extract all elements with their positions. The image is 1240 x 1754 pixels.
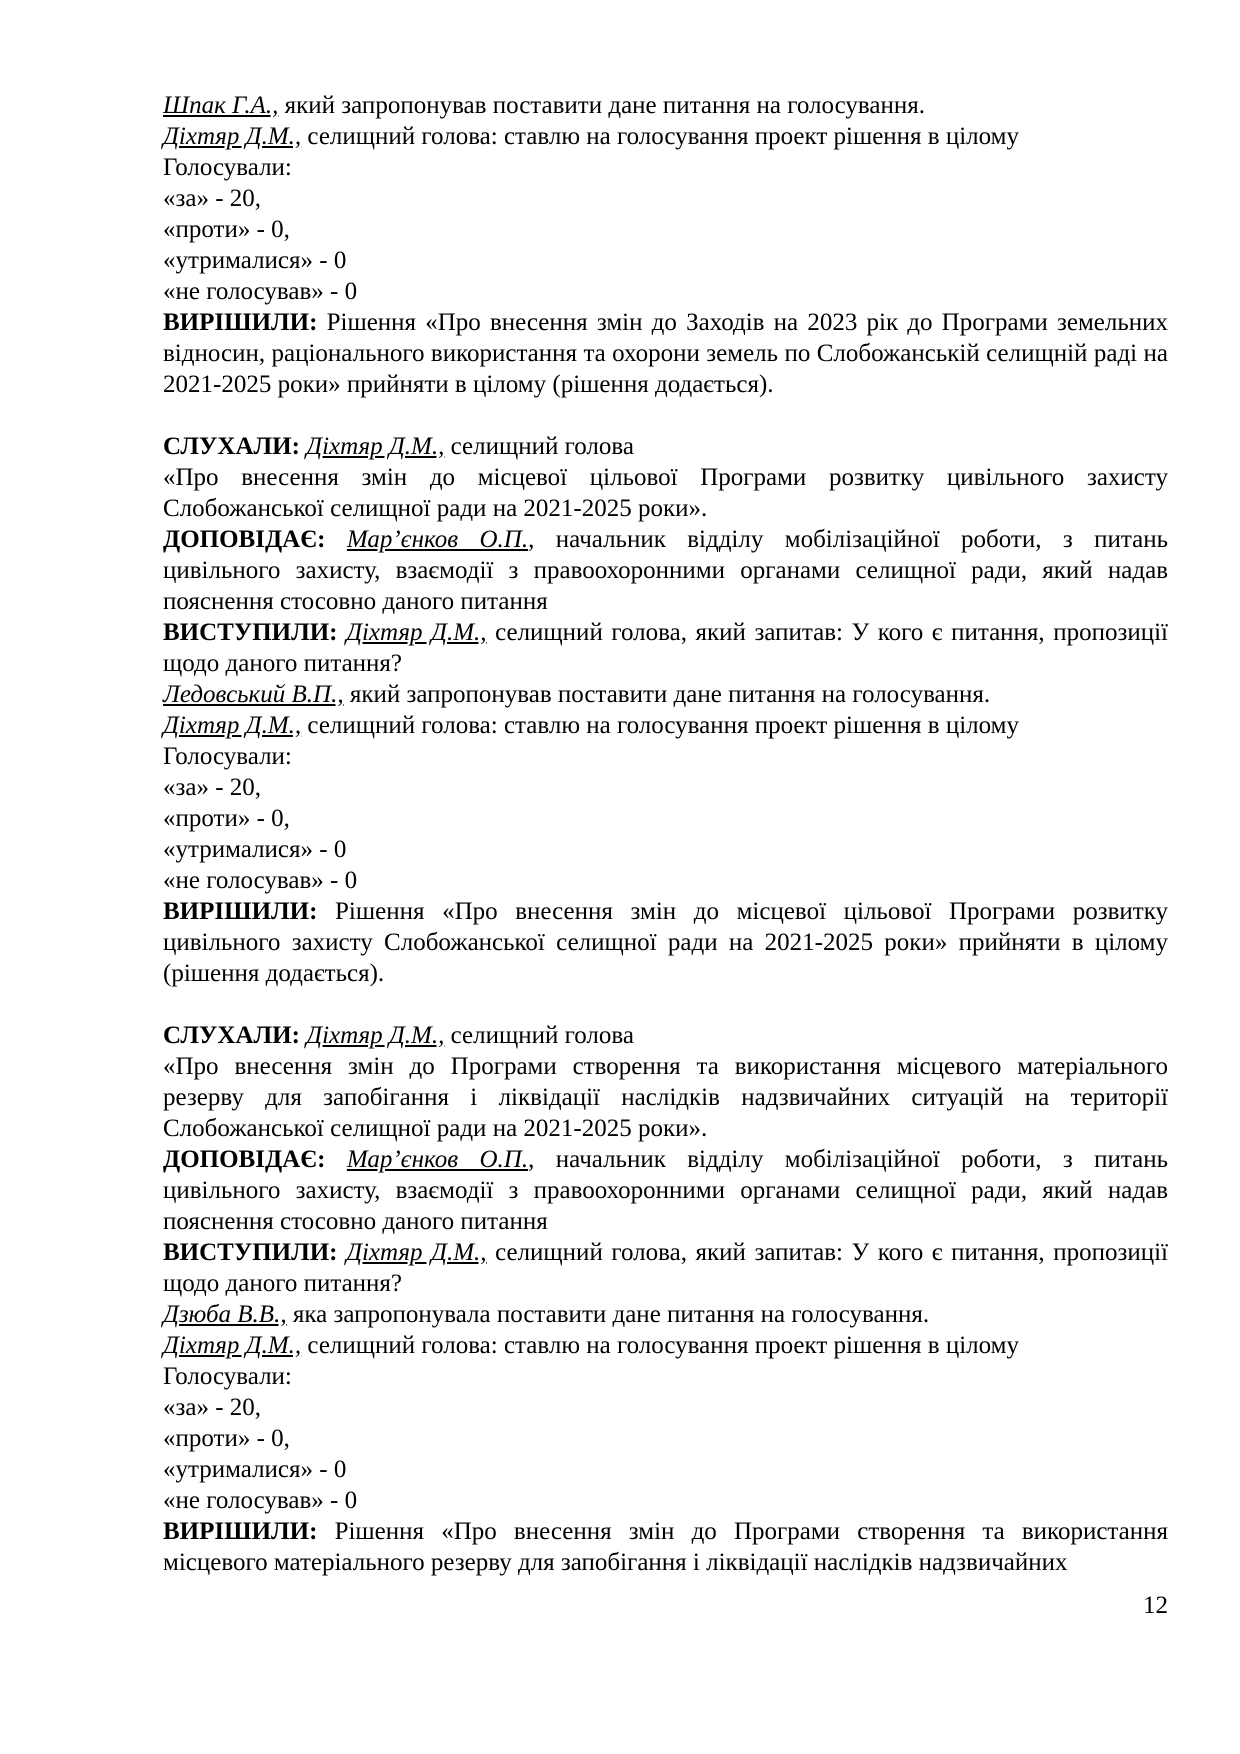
proposal-line: [163, 679, 1168, 710]
speaker-name: Мар’єнков О.П.: [346, 1146, 529, 1173]
reports-paragraph: [163, 524, 1168, 617]
vote-against: «проти» - 0,: [163, 216, 290, 243]
decided-keyword: ВИРІШИЛИ:: [163, 898, 318, 925]
decision-text: Рішення «Про внесення змін до Заходів на 2023 рік до Програми земельних відносин, раціонального використання та охорони земель по Слобожанській селищній раді на 2021-2025 роки» прийняти в цілому (рішення додається).: [163, 309, 1168, 398]
heard-text: селищний голова: [444, 1022, 634, 1049]
chair-text: селищний голова: ставлю на голосування проект рішення в цілому: [301, 123, 1019, 150]
decided-keyword: ВИРІШИЛИ:: [163, 309, 318, 336]
vote-against: «проти» - 0,: [163, 1425, 290, 1452]
chair-line: [163, 710, 1168, 741]
voted-label: Голосували:: [163, 154, 292, 181]
vote-novote: «не голосував» - 0: [163, 278, 358, 305]
proposal-text: яка запропонувала поставити дане питання на голосування.: [286, 1301, 930, 1328]
vote-for: «за» - 20,: [163, 1394, 262, 1421]
reports-keyword: ДОПОВІДАЄ:: [163, 526, 326, 553]
decision-text: Рішення «Про внесення змін до Програми створення та використання місцевого матеріального резерву для запобігання і ліквідації наслідків надзвичайних: [163, 1518, 1168, 1576]
speaker-name: Мар’єнков О.П.: [346, 526, 529, 553]
decision-paragraph: [163, 307, 1168, 400]
heard-line: [163, 431, 1168, 462]
speaker-name: Діхтяр Д.М.,: [306, 433, 445, 460]
heard-text: селищний голова: [444, 433, 634, 460]
proposal-text: який запропонував поставити дане питання на голосування.: [278, 92, 925, 119]
heard-keyword: СЛУХАЛИ:: [163, 1022, 300, 1049]
voted-label: Голосували:: [163, 1363, 292, 1390]
chair-text: селищний голова: ставлю на голосування проект рішення в цілому: [301, 712, 1019, 739]
vote-abstain: «утрималися» - 0: [163, 1456, 347, 1483]
speaker-name: Діхтяр Д.М.,: [346, 619, 487, 646]
speaker-name: Діхтяр Д.М.,: [346, 1239, 487, 1266]
reports-paragraph: [163, 1144, 1168, 1237]
vote-for: «за» - 20,: [163, 185, 262, 212]
decision-text: Рішення «Про внесення змін до місцевої цільової Програми розвитку цивільного захисту Слобожанської селищної ради на 2021-2025 роки» прийняти в цілому (рішення додається).: [163, 898, 1168, 987]
vote-abstain: «утрималися» - 0: [163, 247, 347, 274]
speaker-name: Діхтяр Д.М.,: [163, 123, 302, 150]
reports-text: , начальник відділу мобілізаційної роботи, з питань цивільного захисту, взаємодії з правоохоронними органами селищної ради, який надав пояснення стосовно даного питання: [163, 526, 1168, 615]
section-gap: [163, 400, 1168, 431]
speaker-name: Дзюба В.В.,: [163, 1301, 287, 1328]
heard-line: [163, 1020, 1168, 1051]
speaker-name: Діхтяр Д.М.,: [306, 1022, 445, 1049]
topic-paragraph: «Про внесення змін до Програми створення та використання місцевого матеріального резерву для запобігання і ліквідації наслідків надзвичайних ситуацій на території Слобожанської селищної ради на 2021-2025 роки».: [163, 1053, 1168, 1142]
spoke-keyword: ВИСТУПИЛИ:: [163, 619, 338, 646]
chair-text: селищний голова: ставлю на голосування проект рішення в цілому: [301, 1332, 1019, 1359]
topic-paragraph: «Про внесення змін до місцевої цільової Програми розвитку цивільного захисту Слобожанської селищної ради на 2021-2025 роки».: [163, 464, 1168, 522]
spoke-text: селищний голова, який запитав: У кого є питання, пропозиції щодо даного питання?: [163, 619, 1169, 677]
decided-keyword: ВИРІШИЛИ:: [163, 1518, 318, 1545]
speaker-name: Діхтяр Д.М.,: [163, 1332, 302, 1359]
section-gap: [163, 989, 1168, 1020]
spoke-keyword: ВИСТУПИЛИ:: [163, 1239, 338, 1266]
vote-against: «проти» - 0,: [163, 805, 290, 832]
vote-for: «за» - 20,: [163, 774, 262, 801]
speaker-name: Ледовський В.П.,: [163, 681, 344, 708]
spoke-text: селищний голова, який запитав: У кого є питання, пропозиції щодо даного питання?: [163, 1239, 1169, 1297]
speaker-name: Діхтяр Д.М.,: [163, 712, 302, 739]
spoke-paragraph: [163, 617, 1168, 679]
vote-novote: «не голосував» - 0: [163, 867, 358, 894]
voted-label: Голосували:: [163, 743, 292, 770]
proposal-text: який запропонував поставити дане питання на голосування.: [343, 681, 991, 708]
chair-line: [163, 121, 1168, 152]
heard-keyword: СЛУХАЛИ:: [163, 433, 300, 460]
proposal-line: [163, 90, 1168, 121]
page-content: [163, 90, 1168, 1578]
spoke-paragraph: [163, 1237, 1168, 1299]
speaker-name: Шпак Г.А.,: [163, 92, 279, 119]
proposal-line: [163, 1299, 1168, 1330]
reports-text: , начальник відділу мобілізаційної роботи, з питань цивільного захисту, взаємодії з правоохоронними органами селищної ради, який надав пояснення стосовно даного питання: [163, 1146, 1168, 1235]
chair-line: [163, 1330, 1168, 1361]
decision-paragraph: [163, 1516, 1168, 1578]
decision-paragraph: [163, 896, 1168, 989]
page-number: 12: [1143, 1592, 1168, 1619]
vote-novote: «не голосував» - 0: [163, 1487, 358, 1514]
reports-keyword: ДОПОВІДАЄ:: [163, 1146, 326, 1173]
vote-abstain: «утрималися» - 0: [163, 836, 347, 863]
